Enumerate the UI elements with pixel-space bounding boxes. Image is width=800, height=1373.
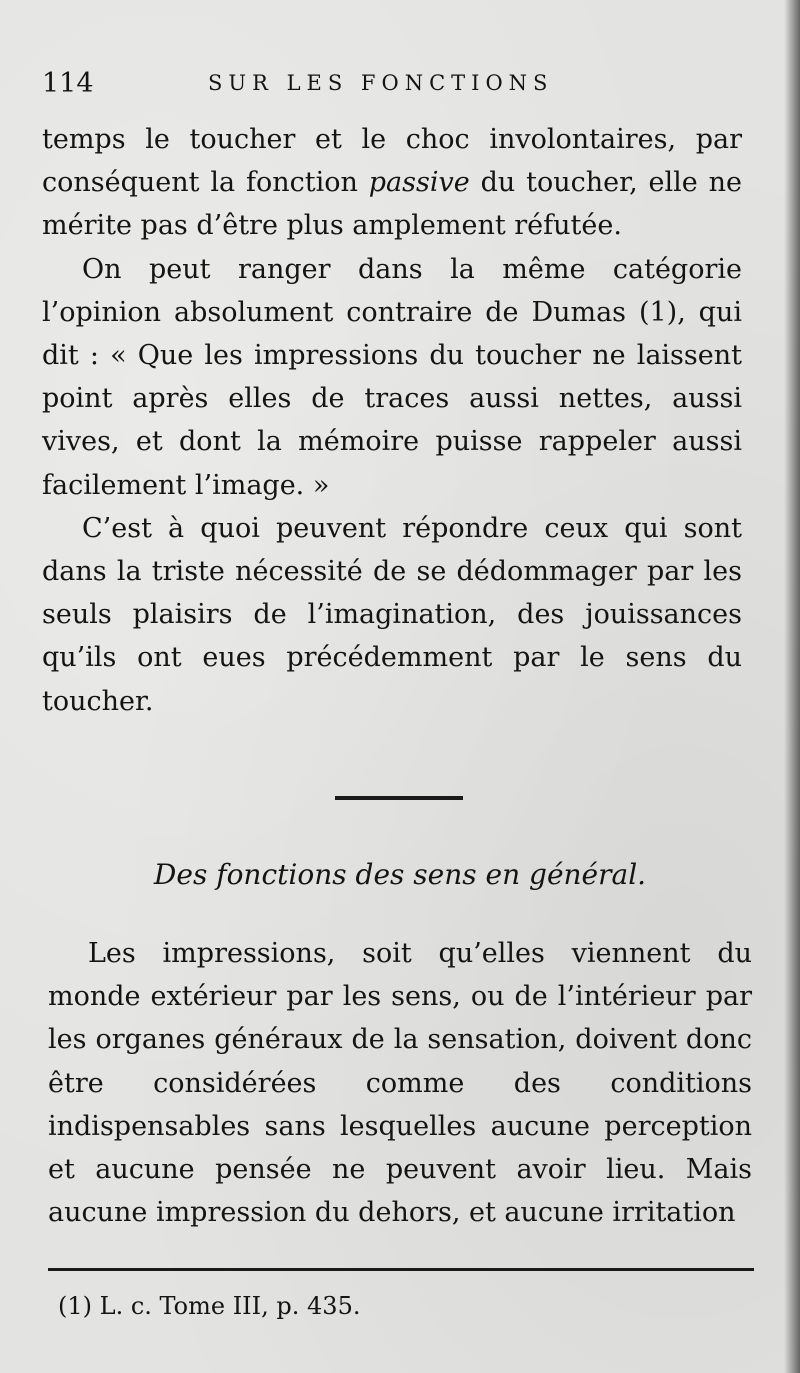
section-divider [335,796,463,800]
italic-passive: passive [368,167,470,199]
page-edge-shadow [784,0,800,1373]
paragraph-2: On peut ranger dans la même catégorie l’opinion absolument contraire de Dumas (1), qui dit : « Que les impressions du toucher ne laissent point après elles de traces aussi nettes, aussi vives, et dont la mémoire puisse rappeler aussi facilement l’image. » [42,253,742,501]
paragraph-1 [42,118,742,248]
footnote: (1) L. c. Tome III, p. 435. [58,1292,361,1320]
section-text [48,932,752,1234]
running-title: SUR LES FONCTIONS [208,71,554,95]
paragraph-1-part-2: du toucher, elle ne mérite pas d’être plus amplement réfutée. [42,167,742,242]
paragraph-1-part-1: temps le toucher et le choc involontaires, par conséquent la fonction [42,124,742,199]
footnote-rule [48,1268,754,1271]
paragraph-3: C’est à quoi peuvent répondre ceux qui sont dans la triste nécessité de se dédommager par les seuls plaisirs de l’imagination, des jouissances qu’ils ont eues précédemment par le sens du toucher. [42,512,742,717]
page-number: 114 [42,68,94,99]
running-head [42,68,762,108]
section-paragraph: Les impressions, soit qu’elles viennent du monde extérieur par les sens, ou de l’intérieur par les organes généraux de la sensation, doivent donc être considérées comme des conditions indispensables sans lesquelles aucune perception et aucune pensée ne peuvent avoir lieu. Mais aucune impression du dehors, et aucune irritation [48,938,752,1229]
main-text [42,118,742,723]
section-heading: Des fonctions des sens en général. [153,858,647,891]
